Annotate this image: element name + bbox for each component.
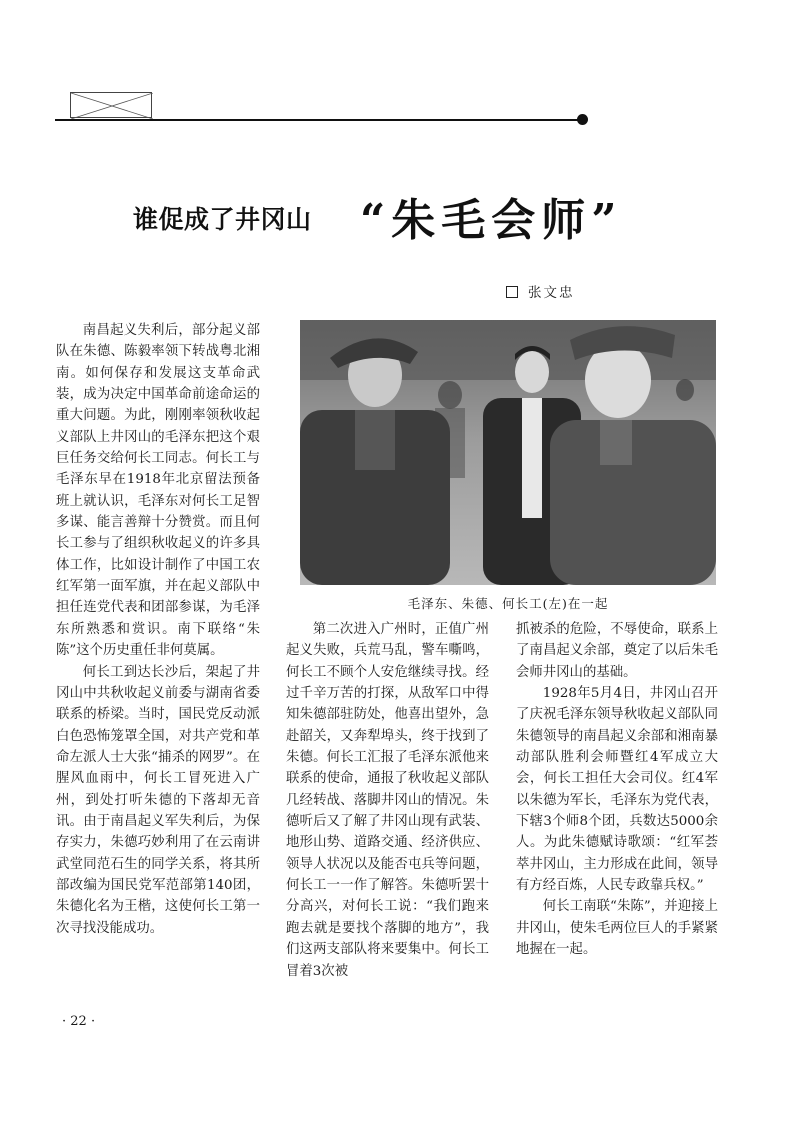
paragraph: 1928年5月4日，井冈山召开了庆祝毛泽东领导秋收起义部队同朱德领导的南昌起义余部和湘南暴动部队胜利会师暨红4军成立大会，何长工担任大会司仪。红4军以朱德为军长，毛泽东为党代表，下辖3个师8个团，兵数达5000余人。为此朱德赋诗歌颂：“红军荟萃井冈山，主力形成在此间，领导有方经百炼，人民专政靠兵权。”	[516, 686, 718, 894]
text-column-3	[516, 619, 718, 961]
byline	[506, 281, 575, 301]
historic-photo	[300, 320, 716, 585]
author-name: 张文忠	[528, 285, 575, 301]
text-column-2	[286, 619, 489, 982]
square-marker-icon	[506, 286, 518, 298]
header-rule-dot	[577, 114, 588, 125]
crossed-box-icon	[71, 93, 153, 119]
paragraph: 何长工到达长沙后，架起了井冈山中共秋收起义前委与湖南省委联系的桥梁。当时，国民党反动派白色恐怖笼罩全国，对共产党和革命左派人士大张“捕杀的网罗”。在腥风血雨中，何长工冒死进入广州，到处打听朱德的下落却无音讯。由于南昌起义军失利后，为保存实力，朱德巧妙利用了在云南讲武堂同范石生的同学关系，将其所部改编为国民党军范部第140团，朱德化名为王楷，这使何长工第一次寻找没能成功。	[56, 664, 260, 936]
header-logo-box	[70, 92, 152, 118]
photo-illustration	[300, 320, 716, 585]
photo-caption: 毛泽东、朱德、何长工(左)在一起	[407, 596, 609, 611]
header-rule	[55, 119, 581, 121]
paragraph: 南昌起义失利后，部分起义部队在朱德、陈毅率领下转战粤北湘南。如何保存和发展这支革命武装，成为决定中国革命前途命运的重大问题。为此，刚刚率领秋收起义部队上井冈山的毛泽东把这个艰巨任务交给何长工同志。何长工与毛泽东早在1918年北京留法预备班上就认识，毛泽东对何长工足智多谋、能言善辩十分赞赏。而且何长工参与了组织秋收起义的许多具体工作，比如设计制作了中国工农红军第一面军旗，并在起义部队中担任连党代表和团部参谋，为毛泽东所熟悉和赏识。南下联络“朱陈”这个历史重任非何莫属。	[56, 323, 260, 659]
paragraph: 何长工南联“朱陈”，并迎接上井冈山，使朱毛两位巨人的手紧紧地握在一起。	[516, 899, 718, 958]
page-number: · 22 ·	[62, 1014, 96, 1029]
paragraph: 抓被杀的危险，不辱使命，联系上了南昌起义余部，奠定了以后朱毛会师井冈山的基础。	[516, 622, 718, 680]
text-column-1	[56, 320, 260, 939]
article-title-main: “朱毛会师”	[360, 195, 623, 246]
paragraph: 第二次进入广州时，正值广州起义失败，兵荒马乱，警车嘶鸣，何长工不顾个人安危继续寻找。经过千辛万苦的打探，从敌军口中得知朱德部驻防处，他喜出望外，急赴韶关，又奔犁埠头，终于找到了朱德。何长工汇报了毛泽东派他来联系的使命，通报了秋收起义部队几经转战、落脚井冈山的情况。朱德听后又了解了井冈山现有武装、地形山势、道路交通、经济供应、领导人状况以及能否屯兵等问题，何长工一一作了解答。朱德听罢十分高兴，对何长工说：“我们跑来跑去就是要找个落脚的地方”，我们这两支部队将来要集中。何长工冒着3次被	[286, 622, 489, 979]
article-title-prefix: 谁促成了井冈山	[133, 205, 312, 234]
